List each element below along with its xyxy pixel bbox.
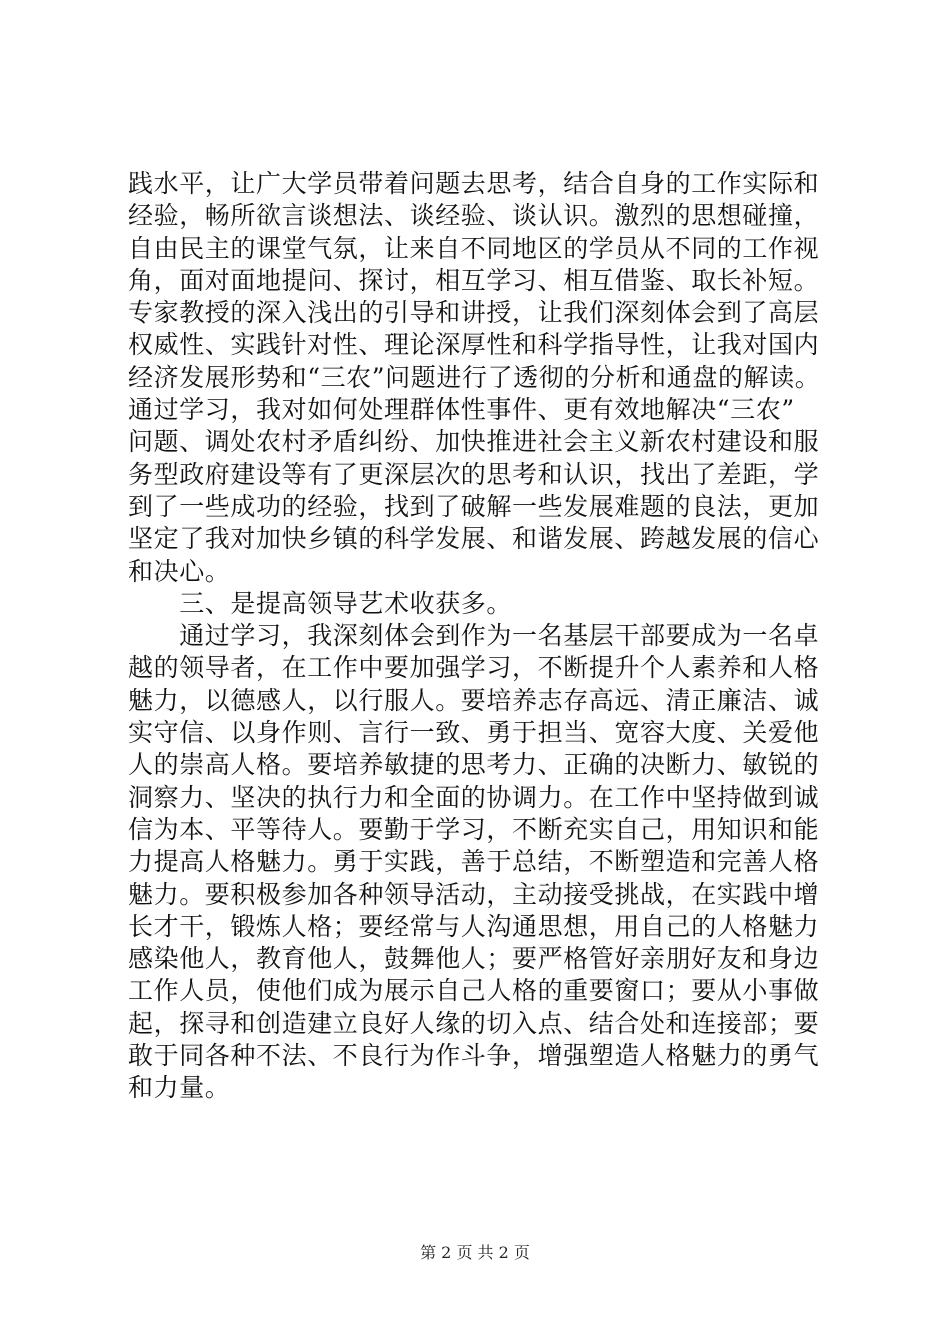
text-line: 和决心。 [128, 556, 231, 586]
text-line: 权威性、实践针对性、理论深厚性和科学指导性，让我对国内 [128, 330, 820, 360]
text-line: 三、是提高领导艺术收获多。 [128, 588, 513, 618]
text-line: 实守信、以身作则、言行一致、勇于担当、宽容大度、关爱他 [128, 718, 820, 748]
text-line: 长才干，锻炼人格；要经常与人沟通思想，用自己的人格魅力 [128, 911, 820, 941]
text-line: 通过学习，我深刻体会到作为一名基层干部要成为一名卓 [128, 621, 820, 651]
text-line: 感染他人，教育他人，鼓舞他人；要严格管好亲朋好友和身边 [128, 944, 820, 974]
text-line: 和力量。 [128, 1073, 231, 1103]
text-line: 工作人员，使他们成为展示自己人格的重要窗口；要从小事做 [128, 976, 820, 1006]
page-footer: 第 2 页 共 2 页 [420, 1243, 530, 1262]
text-line: 敢于同各种不法、不良行为作斗争，增强塑造人格魅力的勇气 [128, 1041, 820, 1071]
text-line: 越的领导者，在工作中要加强学习，不断提升个人素养和人格 [128, 653, 820, 683]
text-line: 自由民主的课堂气氛，让来自不同地区的学员从不同的工作视 [128, 233, 820, 263]
text-line: 魅力，以德感人，以行服人。要培养志存高远、清正廉洁、诚 [128, 685, 820, 715]
text-line: 专家教授的深入浅出的引导和讲授，让我们深刻体会到了高层 [128, 298, 820, 328]
text-line: 力提高人格魅力。勇于实践，善于总结，不断塑造和完善人格 [128, 847, 820, 877]
text-line: 到了一些成功的经验，找到了破解一些发展难题的良法，更加 [128, 491, 820, 521]
text-line: 践水平，让广大学员带着问题去思考，结合自身的工作实际和 [128, 169, 820, 198]
text-line: 务型政府建设等有了更深层次的思考和认识，找出了差距，学 [128, 459, 820, 489]
text-line: 通过学习，我对如何处理群体性事件、更有效地解决“三农” [128, 395, 795, 425]
text-line: 坚定了我对加快乡镇的科学发展、和谐发展、跨越发展的信心 [128, 524, 820, 554]
text-line: 人的崇高人格。要培养敏捷的思考力、正确的决断力、敏锐的 [128, 750, 820, 780]
text-line: 魅力。要积极参加各种领导活动，主动接受挑战，在实践中增 [128, 879, 820, 909]
body-text [128, 168, 848, 1105]
text-line: 信为本、平等待人。要勤于学习，不断充实自己，用知识和能 [128, 814, 820, 844]
text-line: 洞察力、坚决的执行力和全面的协调力。在工作中坚持做到诚 [128, 782, 820, 812]
text-line: 经济发展形势和“三农”问题进行了透彻的分析和通盘的解读。 [128, 362, 821, 392]
text-line: 起，探寻和创造建立良好人缘的切入点、结合处和连接部；要 [128, 1008, 820, 1038]
text-line: 经验，畅所欲言谈想法、谈经验、谈认识。激烈的思想碰撞， [128, 201, 820, 231]
text-line: 问题、调处农村矛盾纠纷、加快推进社会主义新农村建设和服 [128, 427, 820, 457]
text-line: 角，面对面地提问、探讨，相互学习、相互借鉴、取长补短。 [128, 265, 820, 295]
